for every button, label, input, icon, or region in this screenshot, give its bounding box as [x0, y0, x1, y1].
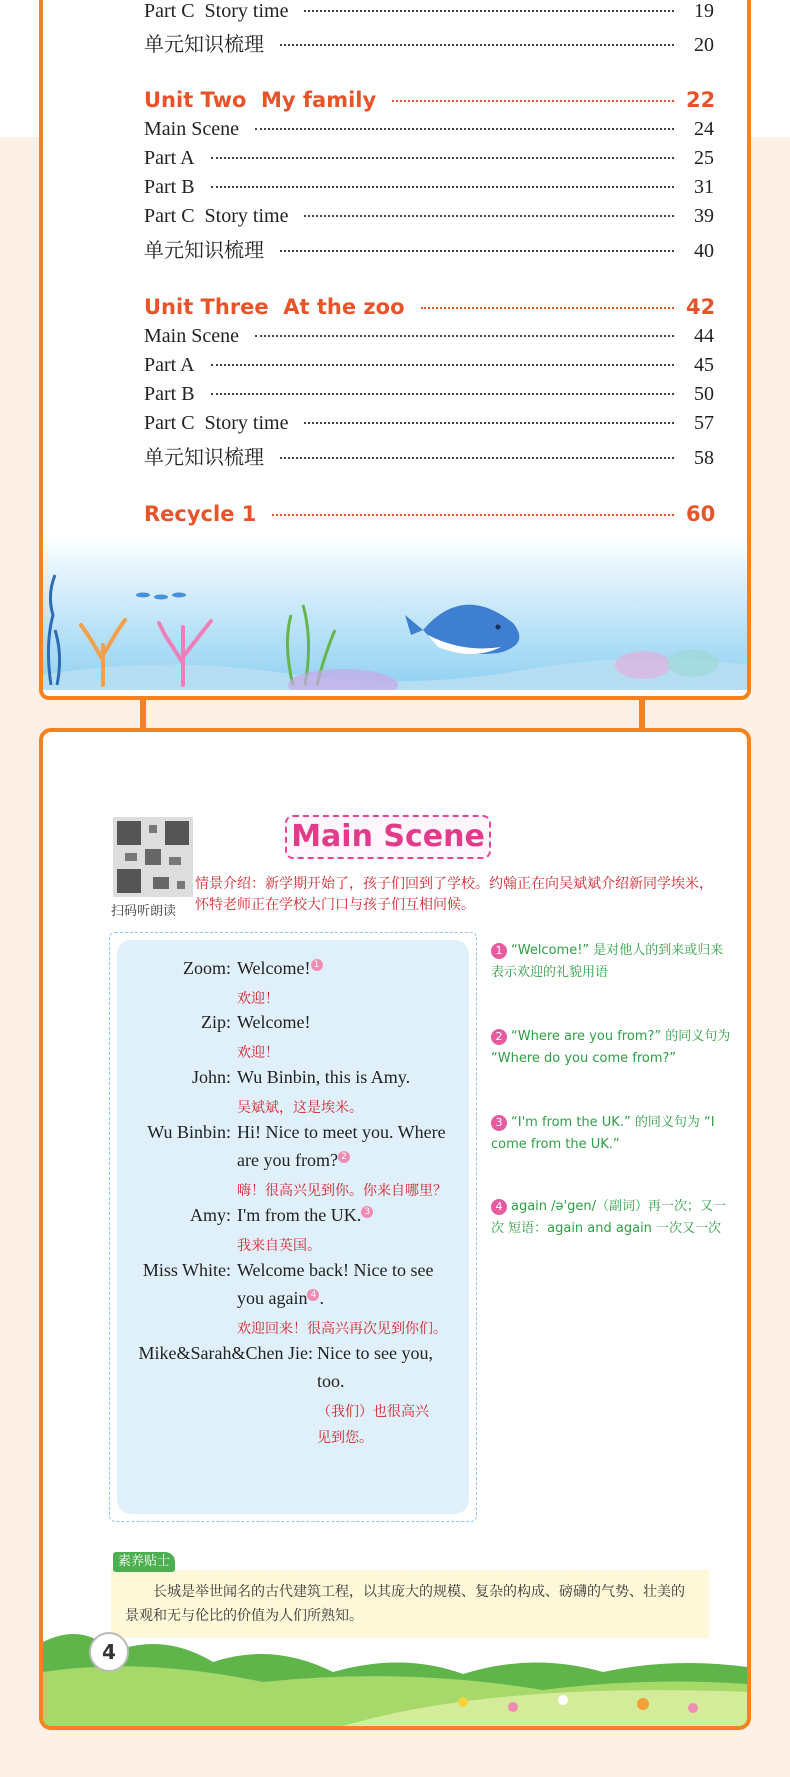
- note-text: “Where are you from?” 的同义句为 “Where do you come from?”: [491, 1029, 731, 1066]
- meadow-illustration: [43, 1612, 747, 1726]
- note-marker: 1: [311, 959, 323, 971]
- scene-title: Main Scene: [291, 819, 485, 854]
- speaker: Zip:: [201, 1012, 231, 1032]
- speaker: Amy:: [189, 1205, 231, 1225]
- toc-row[interactable]: [144, 383, 714, 406]
- note-marker: 3: [361, 1206, 373, 1218]
- toc-label: Part C Story time: [144, 205, 289, 227]
- toc-unit-three[interactable]: [144, 295, 714, 319]
- toc-label: Part C Story time: [144, 412, 289, 434]
- toc-row[interactable]: [144, 118, 714, 141]
- toc-leader: [280, 44, 674, 46]
- dialog-text: I'm from the UK.: [237, 1205, 362, 1225]
- toc-unit-label: Recycle 1: [144, 502, 257, 526]
- note-1: [491, 940, 736, 984]
- toc-page: 57: [694, 412, 714, 434]
- toc-row[interactable]: [144, 234, 714, 263]
- note-text: “Welcome!” 是对他人的到来或归来表示欢迎的礼貌用语: [491, 943, 724, 980]
- dialog-translation: 嗨！很高兴见到你。你来自哪里？: [237, 1183, 447, 1199]
- note-number: 3: [491, 1115, 507, 1131]
- dialog-text: Wu Binbin, this is Amy.: [237, 1067, 411, 1087]
- toc-label: Part A: [144, 354, 195, 376]
- toc-leader: [211, 186, 674, 188]
- toc-label: 单元知识梳理: [144, 240, 264, 262]
- dialog-translation: 吴斌斌，这是埃米。: [237, 1100, 363, 1116]
- dialog-text: too.: [317, 1371, 345, 1391]
- dialog-text: Hi! Nice to meet you. Where: [237, 1122, 446, 1142]
- dialog-text: Welcome!: [237, 1012, 311, 1032]
- toc-label: 单元知识梳理: [144, 34, 264, 56]
- toc-leader: [211, 364, 674, 366]
- speaker: Zoom:: [183, 958, 231, 978]
- ocean-illustration: [43, 535, 747, 690]
- toc-label: Main Scene: [144, 118, 239, 140]
- note-text: again /ə'gen/（副词）再一次；又一次 短语：again and again 一次又一次: [491, 1199, 726, 1236]
- toc-page: 58: [694, 447, 714, 469]
- toc-leader: [304, 422, 674, 424]
- dialog-translation: 见到您。: [317, 1430, 373, 1446]
- toc-unit-two[interactable]: [144, 88, 714, 112]
- toc-leader: [255, 128, 674, 130]
- toc-page: 50: [694, 383, 714, 405]
- note-text: “I'm from the UK.” 的同义句为 “I come from the UK.”: [491, 1115, 715, 1152]
- dialog-line: you again 4 .: [237, 1288, 324, 1308]
- note-number: 1: [491, 943, 507, 959]
- toc-row[interactable]: [144, 147, 714, 170]
- toc-page: 20: [694, 34, 714, 56]
- toc-unit-label: Unit Two My family: [144, 88, 377, 112]
- dialog-line: [237, 1205, 373, 1226]
- toc-page: 19: [694, 0, 714, 22]
- toc-leader: [392, 100, 674, 102]
- toc-leader: [280, 457, 674, 459]
- qr-code-icon[interactable]: [113, 817, 193, 897]
- toc-row[interactable]: [144, 325, 714, 348]
- note-2: [491, 1026, 736, 1070]
- toc-row[interactable]: [144, 412, 714, 435]
- main-scene-card: [39, 728, 751, 1730]
- toc-page: 39: [694, 205, 714, 227]
- toc-label: 单元知识梳理: [144, 447, 264, 469]
- toc-page: 45: [694, 354, 714, 376]
- toc-leader: [255, 335, 674, 337]
- tips-box: 长城是举世闻名的古代建筑工程，以其庞大的规模、复杂的构成、磅礴的气势、壮美的景观和无与伦比的价值为人们所熟知。: [111, 1570, 709, 1638]
- dialog-translation: 欢迎！: [237, 1045, 279, 1061]
- page-number: 4: [89, 1632, 129, 1672]
- dialog-text: you again: [237, 1288, 308, 1308]
- toc-row[interactable]: [144, 0, 714, 23]
- dialog-translation: 欢迎！: [237, 991, 279, 1007]
- note-marker: 2: [338, 1151, 350, 1163]
- dialog-line: [237, 958, 323, 979]
- toc-page: 60: [686, 502, 716, 526]
- toc-label: Main Scene: [144, 325, 239, 347]
- tips-tag: 素养贴士: [113, 1552, 175, 1572]
- speaker: Miss White:: [142, 1260, 231, 1280]
- toc-recycle-one[interactable]: [144, 502, 714, 526]
- toc-unit-label: Unit Three At the zoo: [144, 295, 405, 319]
- note-number: 4: [491, 1199, 507, 1215]
- toc-row[interactable]: [144, 28, 714, 57]
- dialog-panel: [117, 940, 469, 1514]
- toc-label: Part B: [144, 176, 195, 198]
- dialog-text: Welcome!: [237, 958, 311, 978]
- speaker: Mike&Sarah&Chen Jie:: [138, 1343, 313, 1363]
- toc-leader: [304, 10, 674, 12]
- toc-leader: [211, 393, 674, 395]
- toc-leader: [280, 250, 674, 252]
- speaker: Wu Binbin:: [147, 1122, 231, 1142]
- toc-leader: [211, 157, 674, 159]
- toc-label: Part C Story time: [144, 0, 289, 22]
- toc-leader: [272, 514, 674, 516]
- scene-title-box: [285, 815, 491, 859]
- toc-row[interactable]: [144, 176, 714, 199]
- toc-page: 42: [686, 295, 716, 319]
- toc-leader: [421, 307, 674, 309]
- toc-page: 31: [694, 176, 714, 198]
- dialog-translation: 欢迎回来！很高兴再次见到你们。: [237, 1321, 447, 1337]
- qr-label: 扫码听朗读: [111, 904, 177, 919]
- dialog-translation: （我们）也很高兴: [317, 1404, 429, 1420]
- toc-page: 24: [694, 118, 714, 140]
- note-marker: 4: [307, 1289, 319, 1301]
- toc-label: Part B: [144, 383, 195, 405]
- toc-card: [39, 0, 751, 700]
- toc-row[interactable]: [144, 441, 714, 470]
- toc-leader: [304, 215, 674, 217]
- dialog-text: Welcome back! Nice to see: [237, 1260, 434, 1280]
- note-3: [491, 1112, 736, 1156]
- dialog-line: [237, 1150, 350, 1171]
- note-number: 2: [491, 1029, 507, 1045]
- toc-row[interactable]: [144, 354, 714, 377]
- toc-row[interactable]: [144, 205, 714, 228]
- dialog-text: are you from?: [237, 1150, 338, 1170]
- toc-page: 22: [686, 88, 716, 112]
- dialog-translation: 我来自英国。: [237, 1238, 321, 1254]
- toc-page: 40: [694, 240, 714, 262]
- toc-page: 44: [694, 325, 714, 347]
- dialog-text: Nice to see you,: [317, 1343, 433, 1363]
- speaker: John:: [191, 1067, 231, 1087]
- note-4: [491, 1196, 736, 1240]
- toc-page: 25: [694, 147, 714, 169]
- scene-intro: 情景介绍：新学期开始了，孩子们回到了学校。约翰正在向吴斌斌介绍新同学埃米，怀特老师正在学校大门口与孩子们互相问候。: [195, 876, 713, 913]
- toc-label: Part A: [144, 147, 195, 169]
